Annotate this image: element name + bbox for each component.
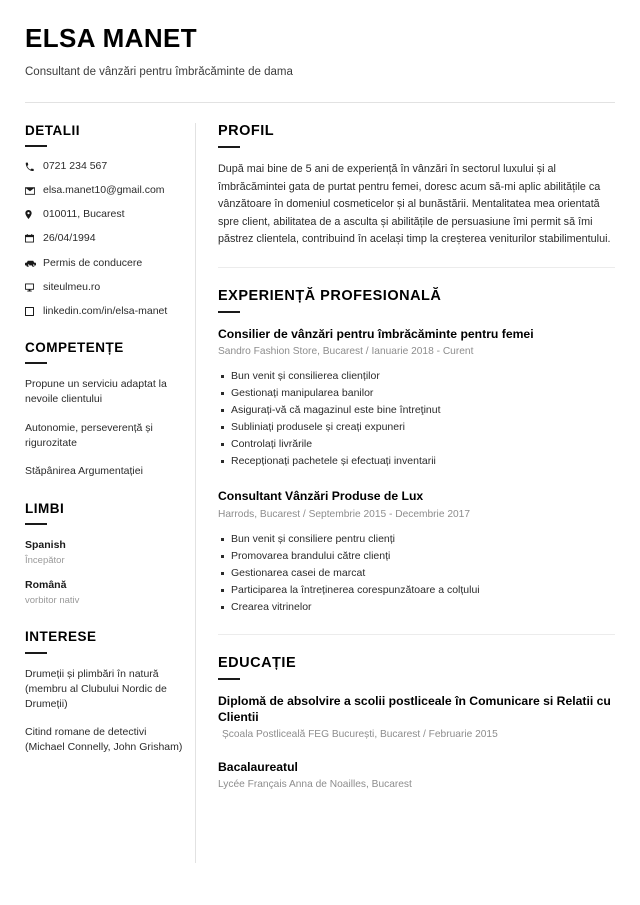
header-divider — [25, 102, 615, 103]
education-entry — [218, 759, 615, 792]
resume-body — [25, 123, 615, 863]
section-profile — [218, 123, 615, 249]
section-details — [25, 123, 185, 318]
location-pin-icon — [25, 208, 43, 221]
language-item — [25, 578, 185, 607]
experience-title: Consilier de vânzări pentru îmbrăcăminte pentru femei — [218, 327, 534, 342]
bullet-item: Controlați livrările — [218, 436, 615, 453]
education-title: Bacalaureatul — [218, 759, 298, 774]
candidate-name: ELSA MANET — [25, 23, 198, 53]
skill-item: Propune un serviciu adaptat la nevoile clientului — [25, 378, 167, 406]
phone-icon — [25, 160, 43, 173]
section-heading-interests: INTERESE — [25, 629, 97, 645]
profile-text: După mai bine de 5 ani de experiență în vânzări în sectorul luxului și al îmbrăcămintei gata de purtat pentru femei, doresc acum să-mi aplic abilitățile ca vânzătoare în domeniul cosmeticelor și al bunăstării. Mentalitatea mea orientată spre client, abilitatea de a asculta și abilitățile de persuasiune îmi permit să îmi păstrez clientela, contribuind în același timp la creșterea veniturilor stabilimentului. — [218, 163, 611, 246]
detail-row — [25, 232, 185, 245]
section-heading-education: EDUCAȚIE — [218, 654, 297, 671]
bullet-item: Participarea la întreținerea corespunzătoare a colțului — [218, 582, 615, 599]
candidate-job-title: Consultant de vânzări pentru îmbrăcăminte de dama — [25, 65, 293, 78]
detail-row — [25, 281, 185, 294]
column-divider — [195, 123, 196, 863]
main-content — [218, 123, 615, 808]
section-heading-details: DETALII — [25, 122, 80, 138]
detail-row — [25, 305, 185, 318]
section-divider — [218, 634, 615, 635]
section-heading-experience: EXPERIENȚĂ PROFESIONALĂ — [218, 287, 442, 304]
detail-text: 0721 234 567 — [43, 160, 108, 173]
language-item — [25, 538, 185, 567]
education-title: Diplomă de absolvire a scolii postliceale în Comunicare si Relatii cu Clientii — [218, 694, 611, 725]
calendar-icon — [25, 232, 43, 245]
section-heading-profile: PROFIL — [218, 122, 275, 139]
bullet-item: Crearea vitrinelor — [218, 599, 615, 616]
detail-text: elsa.manet10@gmail.com — [43, 184, 165, 197]
experience-bullets — [218, 368, 615, 470]
section-education — [218, 655, 615, 792]
bullet-item: Gestionați manipularea banilor — [218, 385, 615, 402]
bullet-item: Subliniați produsele și creați expuneri — [218, 419, 615, 436]
skill-item: Stăpânirea Argumentației — [25, 464, 143, 477]
language-name: Română — [25, 579, 67, 592]
bullet-item: Recepționați pachetele și efectuați inventarii — [218, 453, 615, 470]
education-meta: Lycée Français Anna de Noailles, Bucarest — [218, 778, 412, 790]
experience-entry — [218, 326, 615, 470]
heading-underline — [25, 362, 47, 364]
section-experience — [218, 288, 615, 616]
detail-row — [25, 184, 185, 197]
experience-meta: Sandro Fashion Store, Bucarest / Ianuarie 2018 - Curent — [218, 346, 474, 358]
language-level: vorbitor nativ — [25, 595, 80, 607]
bullet-item: Promovarea brandului către clienți — [218, 548, 615, 565]
resume-header — [25, 0, 615, 103]
experience-title: Consultant Vânzări Produse de Lux — [218, 489, 424, 504]
bullet-item: Gestionarea casei de marcat — [218, 565, 615, 582]
experience-entry — [218, 488, 615, 615]
detail-text: 010011, Bucarest — [43, 208, 125, 221]
bullet-item: Bun venit și consilierea clienților — [218, 368, 615, 385]
language-name: Spanish — [25, 539, 66, 552]
detail-text: siteulmeu.ro — [43, 280, 101, 293]
envelope-icon — [25, 184, 43, 197]
detail-text: Permis de conducere — [43, 256, 143, 269]
interest-item: Citind romane de detectivi (Michael Connelly, John Grisham) — [25, 726, 183, 754]
heading-underline — [218, 678, 240, 680]
section-divider — [218, 267, 615, 268]
heading-underline — [25, 145, 47, 147]
section-heading-languages: LIMBI — [25, 501, 65, 517]
linkedin-icon — [25, 305, 43, 318]
skill-item: Autonomie, perseverență și rigurozitate — [25, 421, 153, 449]
bullet-item: Bun venit și consiliere pentru clienți — [218, 531, 615, 548]
heading-underline — [218, 146, 240, 148]
detail-row — [25, 208, 185, 221]
heading-underline — [25, 652, 47, 654]
section-interests — [25, 629, 185, 755]
heading-underline — [218, 311, 240, 313]
detail-text: 26/04/1994 — [43, 232, 96, 245]
detail-row — [25, 160, 185, 173]
interest-item: Drumeții și plimbări în natură (membru al Clubului Nordic de Drumeții) — [25, 667, 167, 710]
section-heading-skills: COMPETENȚE — [25, 339, 124, 355]
car-icon — [25, 257, 43, 270]
bullet-item: Asigurați-vă că magazinul este bine întreţinut — [218, 402, 615, 419]
experience-bullets — [218, 531, 615, 616]
education-entry — [218, 693, 615, 742]
monitor-icon — [25, 281, 43, 294]
experience-meta: Harrods, Bucarest / Septembrie 2015 - Decembrie 2017 — [218, 508, 470, 520]
section-languages — [25, 501, 185, 607]
detail-text: linkedin.com/in/elsa-manet — [43, 304, 168, 317]
sidebar — [25, 123, 195, 778]
language-level: Începător — [25, 555, 65, 567]
section-skills — [25, 340, 185, 479]
heading-underline — [25, 523, 47, 525]
education-meta: Școala Postliceală FEG București, Bucarest / Februarie 2015 — [222, 729, 498, 741]
detail-row — [25, 257, 185, 270]
